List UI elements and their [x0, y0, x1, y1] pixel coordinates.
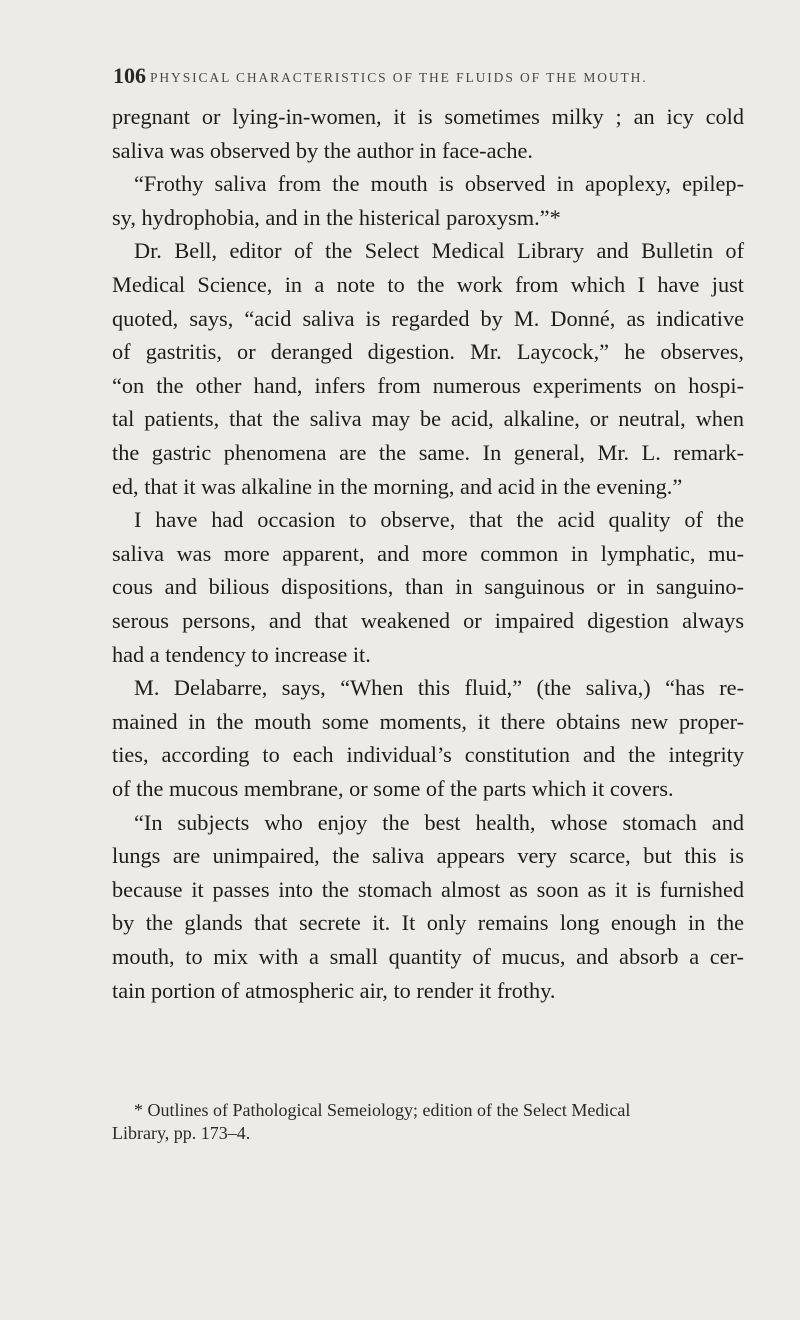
text-line: because it passes into the stomach almost as soon as it is furnished [112, 877, 744, 902]
text-line: “In subjects who enjoy the best health, whose stomach and [134, 810, 744, 835]
footnote-line: Library, pp. 173–4. [112, 1123, 251, 1143]
text-line: mouth, to mix with a small quantity of mucus, and absorb a cer- [112, 944, 744, 969]
text-line: saliva was more apparent, and more common in lymphatic, mu- [112, 541, 744, 566]
footnote-line: * Outlines of Pathological Semeiology; edition of the Select Medical [134, 1100, 631, 1120]
text-line: of the mucous membrane, or some of the parts which it covers. [112, 776, 674, 801]
text-line: ed, that it was alkaline in the morning, and acid in the evening.” [112, 474, 683, 499]
text-line: of gastritis, or deranged digestion. Mr. Laycock,” he observes, [112, 339, 744, 364]
text-line: Dr. Bell, editor of the Select Medical Library and Bulletin of [134, 238, 744, 263]
text-line: the gastric phenomena are the same. In general, Mr. L. remark- [112, 440, 744, 465]
running-head: PHYSICAL CHARACTERISTICS OF THE FLUIDS OF THE MOUTH. [150, 70, 648, 85]
text-line: had a tendency to increase it. [112, 642, 371, 667]
text-line: “on the other hand, infers from numerous experiments on hospi- [112, 373, 744, 398]
text-line: M. Delabarre, says, “When this fluid,” (the saliva,) “has re- [134, 675, 744, 700]
text-line: cous and bilious dispositions, than in sanguinous or in sanguino- [112, 574, 744, 599]
page-number: 106 [113, 63, 146, 88]
page-header [113, 59, 753, 93]
text-line: quoted, says, “acid saliva is regarded by M. Donné, as indicative [112, 306, 744, 331]
text-line: by the glands that secrete it. It only remains long enough in the [112, 910, 744, 935]
text-line: Medical Science, in a note to the work from which I have just [112, 272, 744, 297]
text-line: serous persons, and that weakened or impaired digestion always [112, 608, 744, 633]
text-line: I have had occasion to observe, that the acid quality of the [134, 507, 744, 532]
text-line: pregnant or lying-in-women, it is sometimes milky ; an icy cold [112, 104, 744, 129]
text-line: “Frothy saliva from the mouth is observed in apoplexy, epilep- [134, 171, 744, 196]
text-line: saliva was observed by the author in face-ache. [112, 138, 533, 163]
text-line: mained in the mouth some moments, it there obtains new proper- [112, 709, 744, 734]
text-line: sy, hydrophobia, and in the histerical paroxysm.”* [112, 205, 561, 230]
text-line: ties, according to each individual’s constitution and the integrity [112, 742, 744, 767]
text-line: tain portion of atmospheric air, to render it frothy. [112, 978, 556, 1003]
text-line: tal patients, that the saliva may be acid, alkaline, or neutral, when [112, 406, 744, 431]
text-line: lungs are unimpaired, the saliva appears very scarce, but this is [112, 843, 744, 868]
